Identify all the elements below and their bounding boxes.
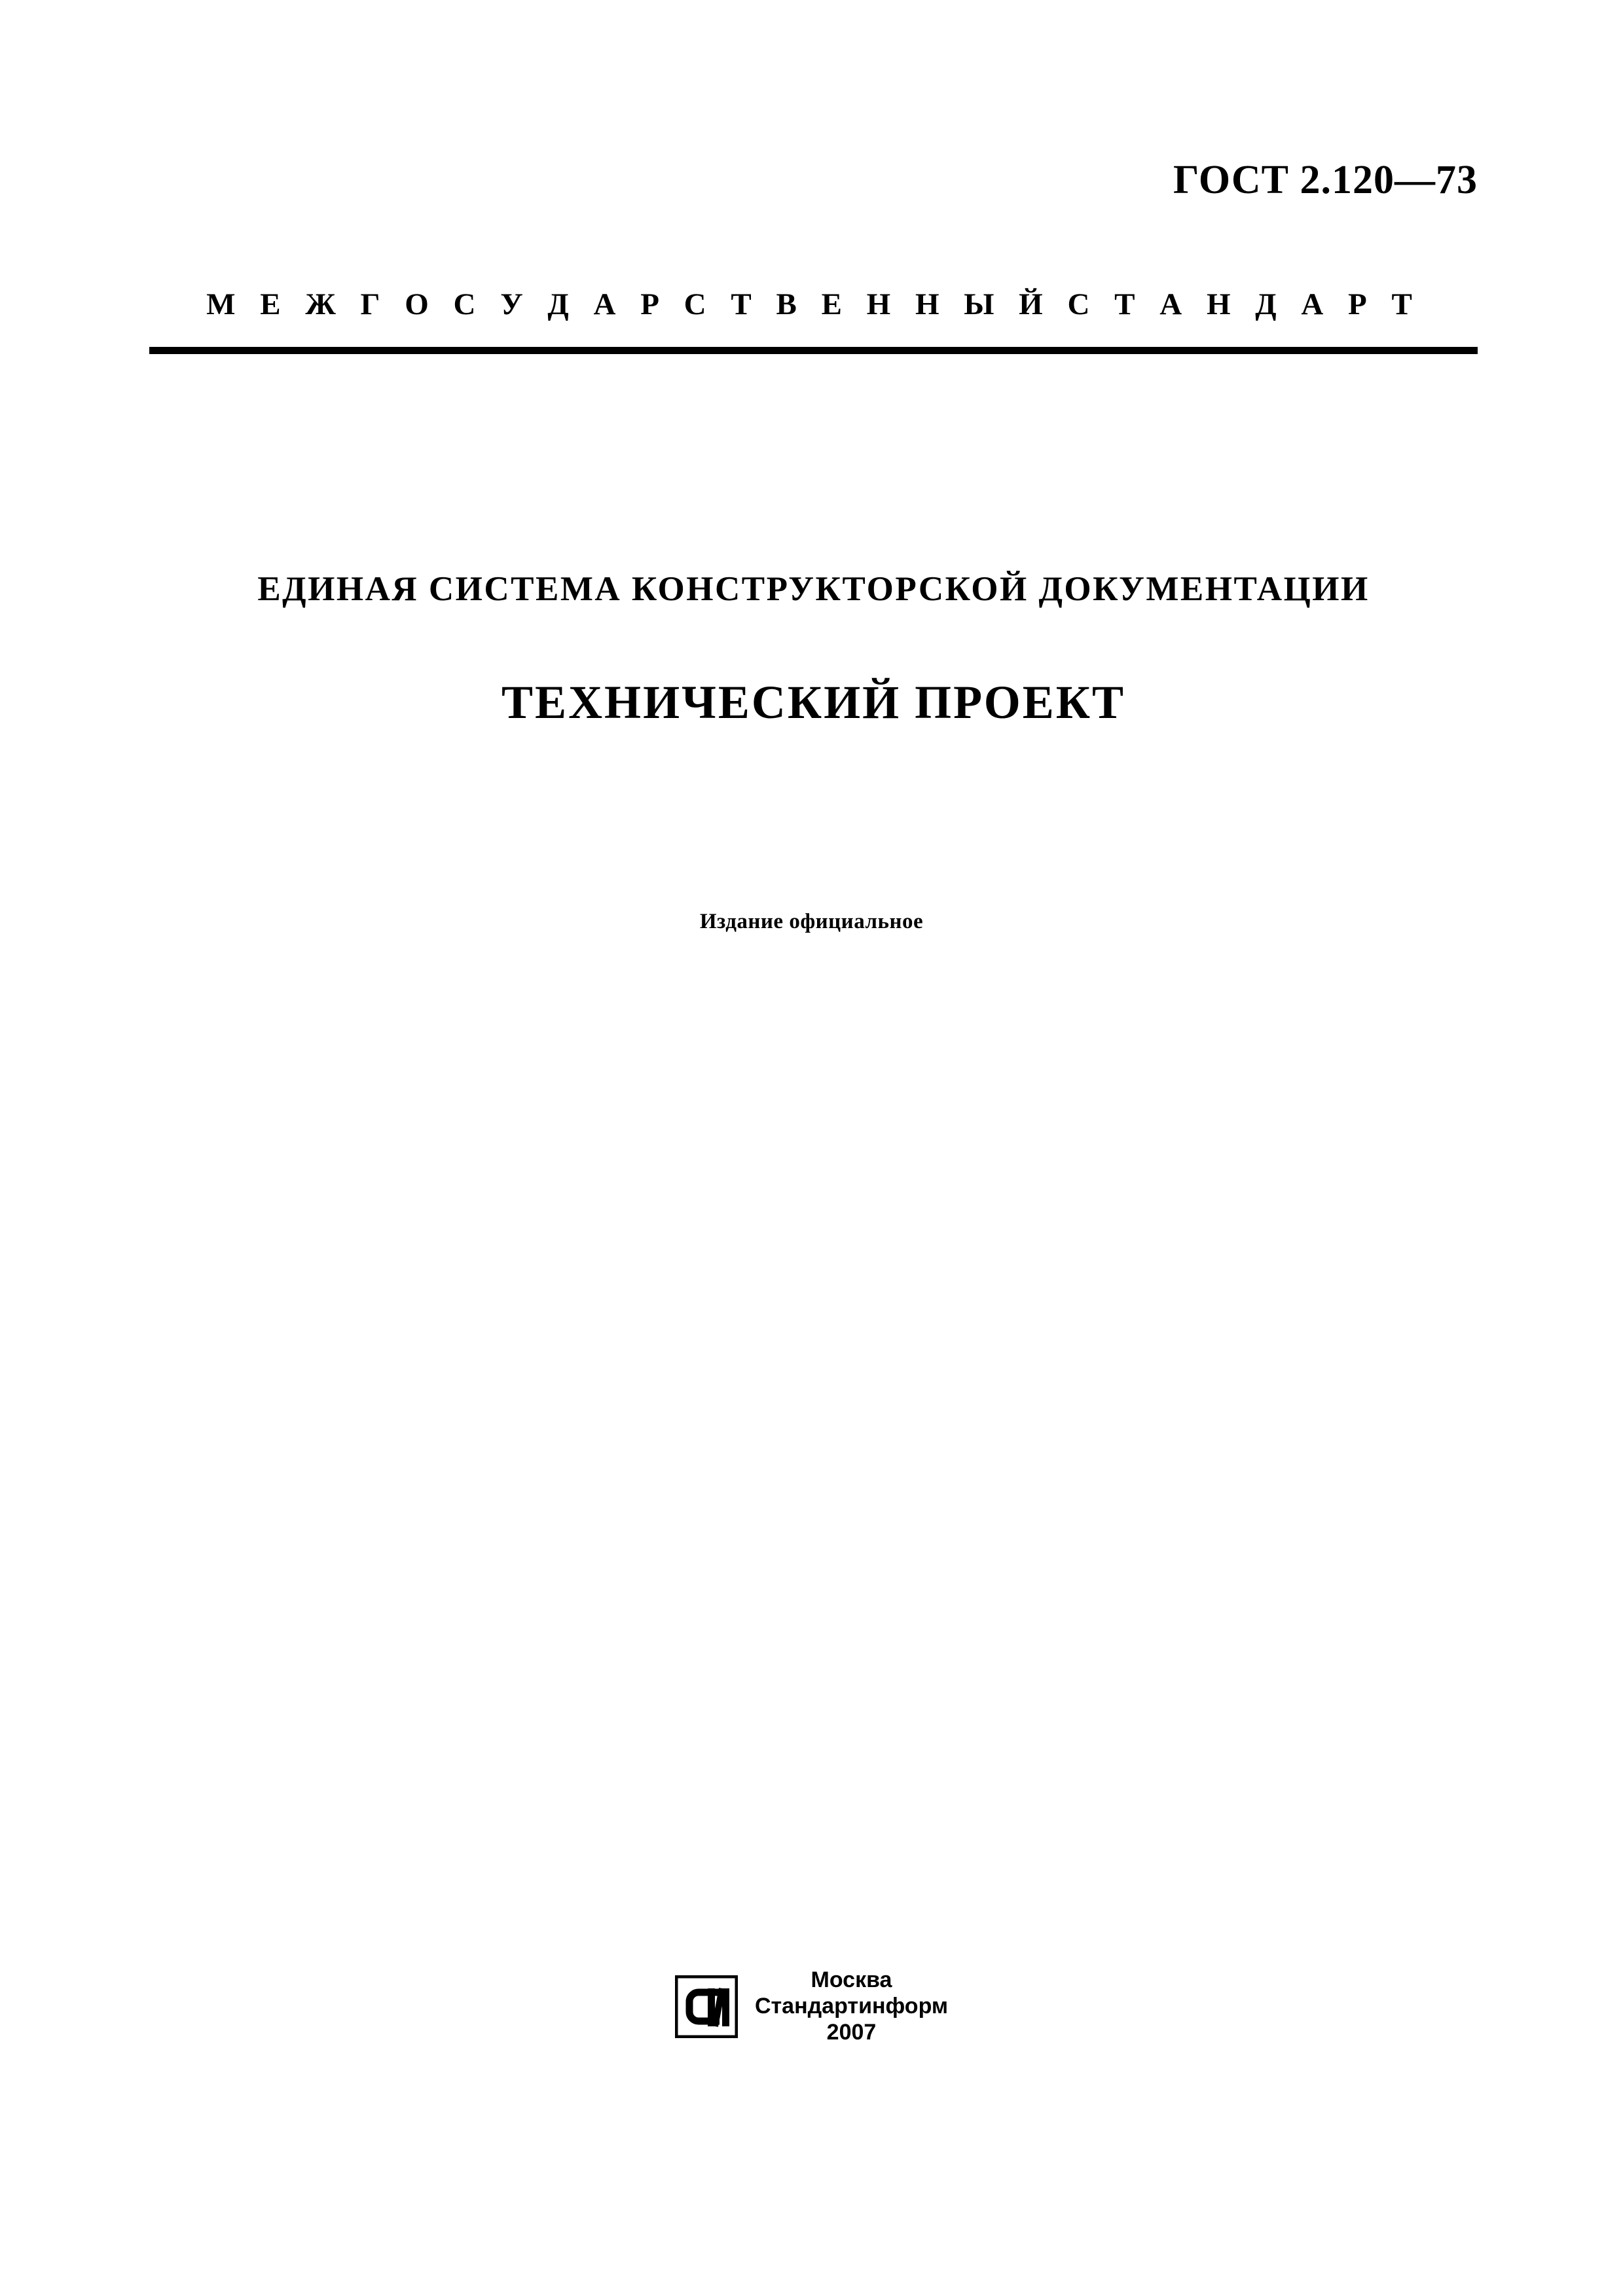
standard-type-label: М Е Ж Г О С У Д А Р С Т В Е Н Н Ы Й С Т А Н Д А Р Т [206, 287, 1421, 321]
official-edition-note: Издание официальное [699, 910, 924, 933]
publisher-imprint [755, 1967, 948, 2047]
standartinform-logo-icon [675, 1975, 738, 2038]
publisher-year: 2007 [826, 2020, 877, 2045]
standard-code: ГОСТ 2.120—73 [1173, 158, 1478, 202]
standard-type-band [149, 287, 1478, 354]
page-title: ТЕХНИЧЕСКИЙ ПРОЕКТ [501, 676, 1125, 728]
publisher-block [0, 1967, 1623, 2047]
publisher-name: Стандартинформ [754, 1994, 949, 2019]
publisher-city: Москва [811, 1967, 892, 1992]
horizontal-rule [149, 347, 1478, 354]
series-title: ЕДИНАЯ СИСТЕМА КОНСТРУКТОРСКОЙ ДОКУМЕНТАЦИИ [257, 570, 1370, 608]
